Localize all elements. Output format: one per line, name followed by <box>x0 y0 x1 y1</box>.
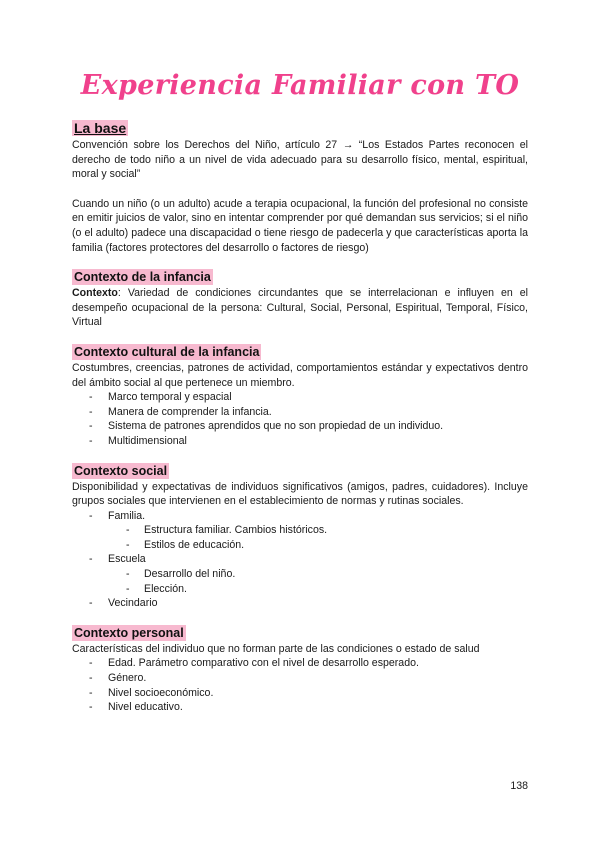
list-item <box>72 405 528 420</box>
paragraph-personal: Características del individuo que no forman parte de las condiciones o estado de salud <box>72 642 480 655</box>
list-item-text: Marco temporal y espacial <box>108 391 232 404</box>
sublist-item <box>72 538 528 553</box>
dash-bullet: - <box>89 701 93 714</box>
section-heading-contexto-personal: Contexto personal <box>74 625 184 640</box>
section-heading-la-base: La base <box>74 120 127 136</box>
section-la-base <box>72 120 528 255</box>
dash-bullet: - <box>89 509 93 522</box>
dash-bullet: - <box>89 672 93 685</box>
section-contexto-cultural <box>72 343 528 449</box>
page-title: Experiencia Familiar con TO <box>80 70 520 101</box>
list-item <box>72 671 528 686</box>
dash-bullet: - <box>126 538 130 551</box>
dash-bullet: - <box>89 553 93 566</box>
list-item-text: Nivel socioeconómico. <box>108 686 214 699</box>
sublist-item-text: Elección. <box>144 582 187 595</box>
sublist-item-text: Desarrollo del niño. <box>144 568 236 581</box>
paragraph-terapia: Cuando un niño (o un adulto) acude a terapia ocupacional, la función del profesional no consiste en emitir juicios de valor, sino en intentar comprender por qué demandan sus servicios; si el niño (o el adulto) padece una discapacidad o tiene riesgo de padecerla y que características aporta la familia (factores protectores del desarrollo o factores de riesgo) <box>72 197 528 254</box>
section-contexto-infancia <box>72 268 528 330</box>
list-item-text: Sistema de patrones aprendidos que no son propiedad de un individuo. <box>108 420 444 433</box>
cultural-list <box>72 390 528 448</box>
list-item <box>72 419 528 434</box>
list-item <box>72 700 528 715</box>
dash-bullet: - <box>89 391 93 404</box>
social-list <box>72 509 528 611</box>
dash-bullet: - <box>89 686 93 699</box>
list-item-text: Escuela <box>108 553 146 566</box>
dash-bullet: - <box>126 582 130 595</box>
list-item-familia <box>72 509 528 553</box>
sublist-item-text: Estructura familiar. Cambios históricos. <box>144 524 328 537</box>
escuela-sublist <box>108 567 528 596</box>
section-heading-contexto-infancia: Contexto de la infancia <box>74 270 211 285</box>
personal-list <box>72 656 528 714</box>
list-item-vecindario <box>72 596 528 611</box>
list-item-text: Manera de comprender la infancia. <box>108 405 272 418</box>
list-item-text: Vecindario <box>108 597 158 610</box>
list-item-text: Nivel educativo. <box>108 701 183 714</box>
section-contexto-personal <box>72 624 528 715</box>
dash-bullet: - <box>89 597 93 610</box>
page-content <box>72 120 528 715</box>
list-item-text: Edad. Parámetro comparativo con el nivel de desarrollo esperado. <box>108 657 419 670</box>
term-contexto: Contexto <box>72 287 118 300</box>
dash-bullet: - <box>89 434 93 447</box>
section-heading-contexto-cultural: Contexto cultural de la infancia <box>74 344 260 359</box>
dash-bullet: - <box>126 524 130 537</box>
sublist-item <box>72 523 528 538</box>
sublist-item <box>72 567 528 582</box>
list-item-text: Multidimensional <box>108 434 187 447</box>
list-item <box>72 656 528 671</box>
list-item-text: Género. <box>108 672 147 685</box>
list-item <box>72 434 528 449</box>
paragraph-contexto-definition <box>72 286 528 330</box>
section-contexto-social <box>72 462 528 611</box>
paragraph-social: Disponibilidad y expectativas de individuos significativos (amigos, padres, cuidadores). Incluye grupos sociales que intervienen en el establecimiento de normas y rutinas sociales. <box>72 480 528 508</box>
list-item-escuela <box>72 552 528 596</box>
list-item <box>72 390 528 405</box>
list-item-text: Familia. <box>108 509 146 522</box>
dash-bullet: - <box>89 657 93 670</box>
paragraph-cultural: Costumbres, creencias, patrones de actividad, comportamientos estándar y expectativos dentro del ámbito social al que pertenece un miembro. <box>72 361 528 389</box>
sublist-item-text: Estilos de educación. <box>144 538 245 551</box>
dash-bullet: - <box>89 420 93 433</box>
paragraph-convencion: Convención sobre los Derechos del Niño, artículo 27 → “Los Estados Partes reconocen el derecho de todo niño a un nivel de vida adecuado para su desarrollo físico, mental, espiritual, moral y social” <box>72 139 528 181</box>
list-item <box>72 686 528 701</box>
dash-bullet: - <box>89 405 93 418</box>
page-number: 138 <box>510 780 528 792</box>
section-heading-contexto-social: Contexto social <box>74 463 168 478</box>
definition-contexto: : Variedad de condiciones circundantes que se interrelacionan e influyen en el desempeño ocupacional de la persona: Cultural, Social, Personal, Espiritual, Temporal, Físico, Virtual <box>72 287 528 329</box>
familia-sublist <box>108 523 528 552</box>
dash-bullet: - <box>126 568 130 581</box>
sublist-item <box>72 582 528 597</box>
